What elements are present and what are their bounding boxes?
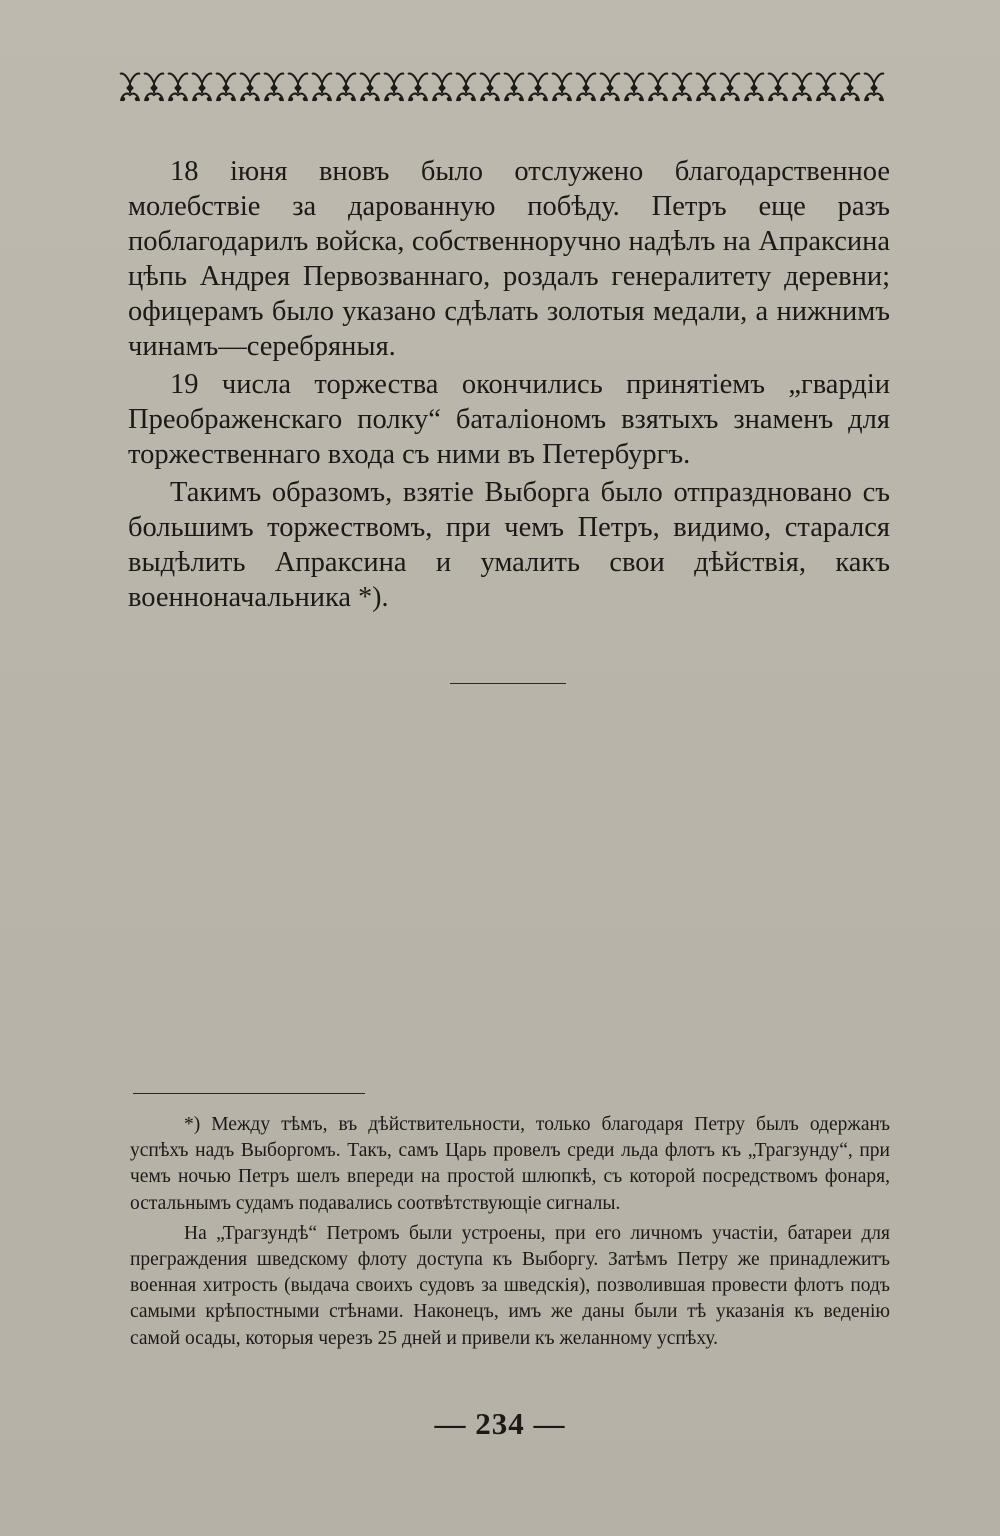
ornament-motif: [216, 73, 236, 101]
ornament-motif: [768, 73, 788, 101]
ornament-motif: [672, 73, 692, 101]
ornament-motif: [336, 73, 356, 101]
paragraph-3-text: Такимъ образомъ, взятіе Выборга было отпраздновано съ большимъ торжествомъ, при чемъ Петръ, видимо, старался выдѣлить Апраксина и умалить свои дѣйствія, какъ военноначальника: [128, 477, 890, 613]
ornament-motif: [312, 73, 332, 101]
ornament-motif: [720, 73, 740, 101]
ornament-motif: [528, 73, 548, 101]
ornament-motif: [504, 73, 524, 101]
ornament-motif: [432, 73, 452, 101]
ornament-motif: [624, 73, 644, 101]
footnote-2: На „Трагзундѣ“ Петромъ были устроены, при его личномъ участіи, батареи для преграждения шведскому флоту доступа къ Выборгу. Затѣмъ Петру же принадлежитъ военная хитрость (выдача своихъ судовъ за шведскія), позволившая провести флотъ подъ самыми крѣпостными стѣнами. Наконецъ, имъ же даны были тѣ указанія къ веденію самой осады, которыя черезъ 25 дней и привели къ желанному успѣху.: [130, 1222, 890, 1349]
ornament-motif: [744, 73, 764, 101]
page-number: — 234 —: [434, 1406, 566, 1441]
ornament-motif: [816, 73, 836, 101]
ornament-motif: [576, 73, 596, 101]
ornament-motif: [408, 73, 428, 101]
decorative-ornament-band: [118, 68, 886, 108]
ornament-motif: [552, 73, 572, 101]
ornament-motif: [696, 73, 716, 101]
ornament-motif: [456, 73, 476, 101]
ornament-motif: [864, 73, 884, 101]
ornament-motif: [144, 73, 164, 101]
ornament-motif: [288, 73, 308, 101]
ornament-motif: [360, 73, 380, 101]
ornament-motif: [384, 73, 404, 101]
ornament-motif: [264, 73, 284, 101]
ornament-motif: [480, 73, 500, 101]
ornament-motif: [840, 73, 860, 101]
footnote-divider: [133, 1093, 365, 1094]
main-text-block: [128, 154, 890, 615]
ornament-motif: [792, 73, 812, 101]
paragraph-2: 19 числа торжества окончились принятіемъ „гвардіи Преображенскаго полку“ баталіономъ взятыхъ знаменъ для торжественнаго входа съ ними въ Петербургъ.: [128, 369, 890, 470]
ornament-motif: [600, 73, 620, 101]
section-divider: [450, 683, 566, 684]
paragraph-1: 18 іюня вновъ было отслужено благодарственное молебствіе за дарованную побѣду. Петръ еще разъ поблагодарилъ войска, собственноручно надѣлъ на Апраксина цѣпь Андрея Первозваннаго, роздалъ генералитету деревни; офицерамъ было указано сдѣлать золотыя медали, а нижнимъ чинамъ—серебряныя.: [128, 156, 890, 362]
ornament-motif: [240, 73, 260, 101]
footnote-1: *) Между тѣмъ, въ дѣйствительности, только благодаря Петру былъ одержанъ успѣхъ надъ Выборгомъ. Такъ, самъ Царь провелъ среди льда флотъ къ „Трагзунду“, при чемъ ночью Петръ шелъ впереди на простой шлюпкѣ, съ которой посредствомъ фонаря, остальнымъ судамъ подавались соотвѣтствующіе сигналы.: [130, 1114, 890, 1214]
ornament-motif: [168, 73, 188, 101]
ornament-motif: [120, 73, 140, 101]
footnote-reference: *).: [358, 582, 389, 613]
paragraph-3: [128, 475, 890, 615]
ornament-motif: [192, 73, 212, 101]
footnotes-block: [130, 1112, 890, 1352]
ornament-motif: [648, 73, 668, 101]
